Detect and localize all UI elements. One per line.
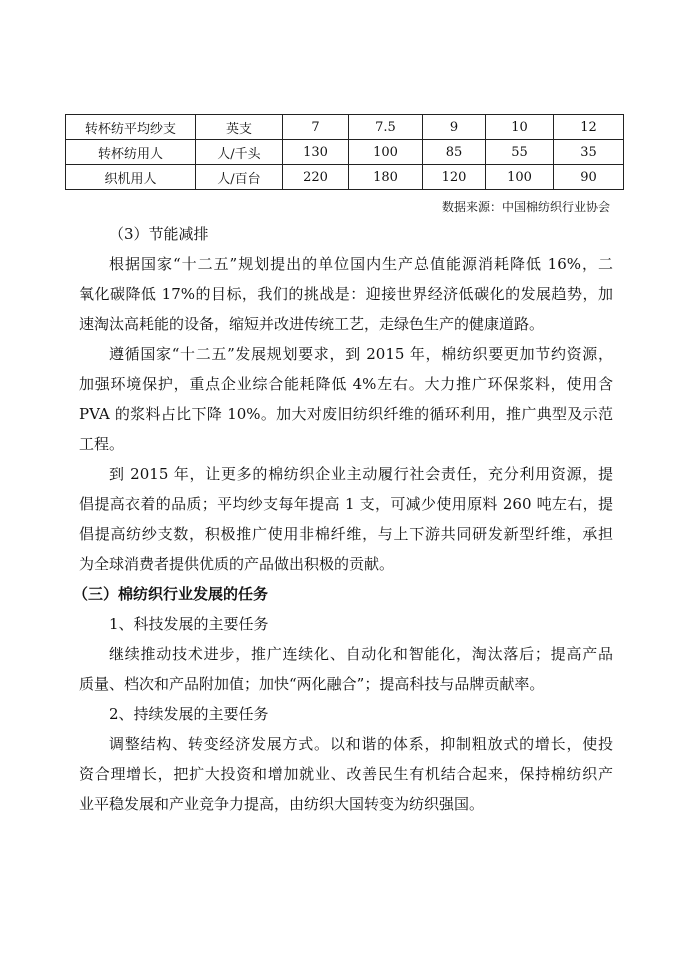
- table-cell: 7.5: [349, 115, 423, 140]
- paragraph-line: 业平稳发展和产业竞争力提高，由纺织大国转变为纺织强国。: [79, 795, 485, 813]
- table-cell: 7: [283, 115, 349, 140]
- paragraph-line: 到 2015 年，让更多的棉纺织企业主动履行社会责任，充分利用资源，提: [109, 465, 613, 483]
- table-cell: 55: [486, 140, 554, 165]
- paragraph-line: 资合理增长，把扩大投资和增加就业、改善民生有机结合起来，保持棉纺织产: [79, 765, 613, 783]
- table-cell: 220: [283, 165, 349, 190]
- table-cell: 85: [423, 140, 486, 165]
- table-cell: 120: [423, 165, 486, 190]
- data-table: [65, 114, 624, 190]
- table-cell: 100: [486, 165, 554, 190]
- table-cell: 转杯纺平均纱支: [66, 115, 196, 140]
- table-cell: 9: [423, 115, 486, 140]
- paragraph-line: 加强环境保护，重点企业综合能耗降低 4%左右。大力推广环保浆料，使用含: [79, 375, 613, 393]
- data-source-note: 数据来源：中国棉纺织行业协会: [441, 200, 610, 214]
- paragraph-line: 速淘汰高耗能的设备，缩短并改进传统工艺，走绿色生产的健康道路。: [79, 315, 545, 333]
- paragraph-line: 倡提高纺纱支数，积极推广使用非棉纤维，与上下游共同研发新型纤维，承担: [79, 525, 613, 543]
- table-row: [66, 140, 624, 165]
- table-cell: 转杯纺用人: [66, 140, 196, 165]
- paragraph-line: 工程。: [79, 435, 125, 453]
- paragraph-line: 质量、档次和产品附加值；加快“两化融合”；提高科技与品牌贡献率。: [79, 675, 545, 693]
- table-cell: 100: [349, 140, 423, 165]
- table-cell: 35: [554, 140, 624, 165]
- paragraph-line: 为全球消费者提供优质的产品做出积极的贡献。: [79, 555, 395, 573]
- table-cell: 180: [349, 165, 423, 190]
- table-cell: 织机用人: [66, 165, 196, 190]
- paragraph-line: 根据国家“十二五”规划提出的单位国内生产总值能源消耗降低 16%，二: [109, 255, 613, 273]
- table-cell: 12: [554, 115, 624, 140]
- table-cell: 人/百台: [196, 165, 283, 190]
- table-row: [66, 115, 624, 140]
- task-2-title: 2、持续发展的主要任务: [109, 705, 269, 723]
- paragraph-line: 遵循国家“十二五”发展规划要求，到 2015 年，棉纺织要更加节约资源，: [109, 345, 613, 363]
- paragraph-line: 氧化碳降低 17%的目标，我们的挑战是：迎接世界经济低碳化的发展趋势，加: [79, 285, 613, 303]
- paragraph-line: 倡提高衣着的品质；平均纱支每年提高 1 支，可减少使用原料 260 吨左右，提: [79, 495, 613, 513]
- subheading-energy-saving: （3）节能减排: [109, 225, 209, 243]
- table-cell: 90: [554, 165, 624, 190]
- table-cell: 130: [283, 140, 349, 165]
- paragraph-line: PVA 的浆料占比下降 10%。加大对废旧纺织纤维的循环利用，推广典型及示范: [79, 405, 613, 423]
- table-cell: 英支: [196, 115, 283, 140]
- section-heading: （三）棉纺织行业发展的任务: [73, 585, 269, 603]
- table-cell: 10: [486, 115, 554, 140]
- body-text: [73, 219, 613, 819]
- paragraph-line: 调整结构、转变经济发展方式。以和谐的体系，抑制粗放式的增长，使投: [109, 735, 613, 753]
- table-cell: 人/千头: [196, 140, 283, 165]
- paragraph-line: 继续推动技术进步，推广连续化、自动化和智能化，淘汰落后；提高产品: [109, 645, 613, 663]
- task-1-title: 1、科技发展的主要任务: [109, 615, 269, 633]
- table-row: [66, 165, 624, 190]
